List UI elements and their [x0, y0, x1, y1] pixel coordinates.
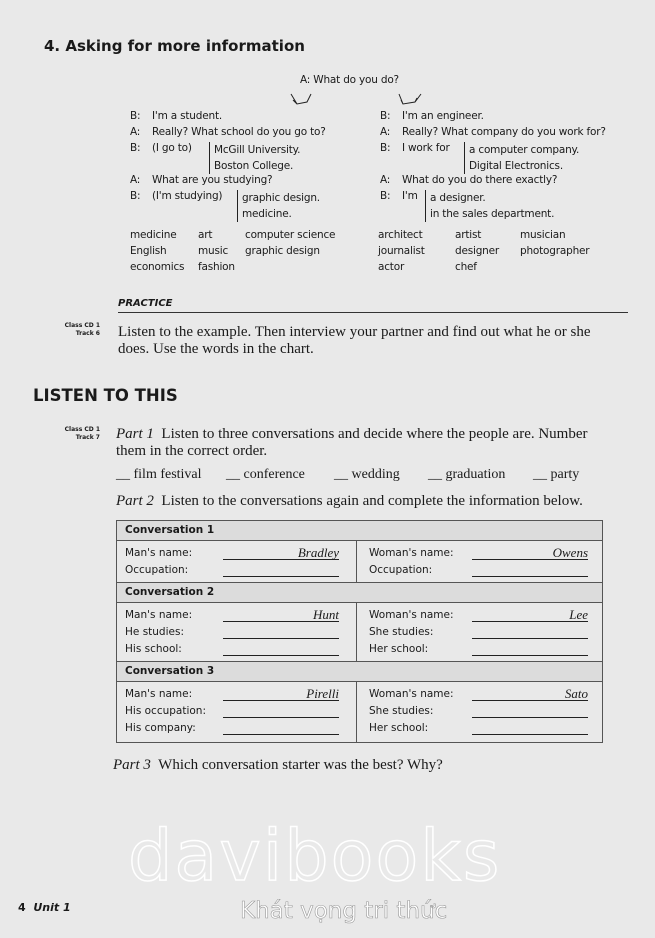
vocab-word: computer science [245, 229, 336, 241]
vocab-word: English [130, 245, 167, 257]
answer-option: __ film festival [116, 467, 202, 482]
answer-field[interactable] [472, 564, 588, 577]
answer-field[interactable] [223, 626, 339, 639]
field-label: Man's name: [125, 547, 193, 559]
dialog-line: Really? What company do you work for? [402, 126, 606, 138]
answer-field[interactable]: Bradley [223, 547, 339, 560]
conversation-table [116, 520, 603, 743]
speaker-label: B: [380, 142, 391, 154]
speaker-label: A: [380, 126, 391, 138]
answer-option: __ party [533, 467, 580, 482]
dialog-option: Boston College. [214, 160, 294, 172]
vocab-word: art [198, 229, 213, 241]
field-label: He studies: [125, 626, 184, 638]
dialog-option: McGill University. [214, 144, 301, 156]
practice-text: does. Use the words in the chart. [118, 341, 314, 357]
conversation-header: Conversation 1 [117, 521, 602, 541]
watermark-logo: davibooks [128, 815, 502, 897]
dialog-line: I'm [402, 190, 418, 202]
dialog-line: (I'm studying) [152, 190, 223, 202]
cd-track-label: Class CD 1 Track 7 [64, 426, 100, 441]
vocab-word: chef [455, 261, 477, 273]
answer-field[interactable] [472, 643, 588, 656]
part3-text: Which conversation starter was the best? Why? [158, 757, 443, 773]
dialog-line: I work for [402, 142, 450, 154]
vocab-word: graphic design [245, 245, 320, 257]
field-label: Woman's name: [369, 609, 454, 621]
part1-text: Listen to three conversations and decide where the people are. Number [161, 426, 588, 442]
dialog-line: What do you do there exactly? [402, 174, 558, 186]
speaker-label: A: [130, 174, 141, 186]
practice-text: Listen to the example. Then interview your partner and find out what he or she [118, 324, 591, 340]
dialog-question: A: What do you do? [300, 74, 399, 86]
field-label: His occupation: [125, 705, 206, 717]
dialog-line: What are you studying? [152, 174, 273, 186]
dialog-line: I'm an engineer. [402, 110, 484, 122]
field-label: Man's name: [125, 609, 193, 621]
answer-field[interactable] [223, 564, 339, 577]
part2-label: Part 2 [116, 493, 154, 509]
dialog-options [464, 142, 579, 174]
conversation-header: Conversation 3 [117, 662, 602, 682]
vocab-word: artist [455, 229, 482, 241]
dialog-options [209, 142, 300, 174]
dialog-option: a designer. [430, 192, 486, 204]
field-label: Woman's name: [369, 547, 454, 559]
dialog-option: Digital Electronics. [469, 160, 563, 172]
field-label: Her school: [369, 643, 429, 655]
answer-field[interactable] [472, 626, 588, 639]
column-divider [356, 603, 357, 661]
dialog-options [237, 190, 320, 222]
speaker-label: B: [130, 190, 141, 202]
field-label: Man's name: [125, 688, 193, 700]
part1-label: Part 1 [116, 426, 154, 442]
part2-text: Listen to the conversations again and complete the information below. [161, 493, 583, 509]
field-label: Occupation: [369, 564, 433, 576]
listen-title: LISTEN TO THIS [33, 386, 178, 405]
speaker-label: B: [380, 190, 391, 202]
column-divider [356, 682, 357, 742]
answer-field[interactable]: Owens [472, 547, 588, 560]
answer-field[interactable] [472, 705, 588, 718]
vocab-word: photographer [520, 245, 590, 257]
field-label: His company: [125, 722, 196, 734]
section-title: 4. Asking for more information [44, 37, 305, 55]
conversation-body [117, 603, 602, 662]
vocab-word: music [198, 245, 229, 257]
answer-field[interactable]: Hunt [223, 609, 339, 622]
dialog-option: in the sales department. [430, 208, 555, 220]
speaker-label: A: [130, 126, 141, 138]
answer-option: __ graduation [428, 467, 506, 482]
answer-field[interactable] [223, 643, 339, 656]
vocab-word: fashion [198, 261, 235, 273]
answer-option: __ conference [226, 467, 305, 482]
page-number: 4 [18, 901, 26, 914]
speaker-label: B: [130, 110, 141, 122]
conversation-header: Conversation 2 [117, 583, 602, 603]
vocab-word: designer [455, 245, 500, 257]
dialog-line: (I go to) [152, 142, 192, 154]
speaker-label: B: [130, 142, 141, 154]
dialog-line: Really? What school do you go to? [152, 126, 326, 138]
vocab-word: architect [378, 229, 423, 241]
answer-field[interactable] [223, 705, 339, 718]
part3-label: Part 3 [113, 757, 151, 773]
dialog-option: graphic design. [242, 192, 320, 204]
practice-label: PRACTICE [118, 298, 173, 309]
answer-option: __ wedding [334, 467, 400, 482]
field-label: Woman's name: [369, 688, 454, 700]
dialog-option: medicine. [242, 208, 292, 220]
unit-label: Unit 1 [33, 901, 71, 914]
vocab-word: medicine [130, 229, 177, 241]
dialog-options [425, 190, 554, 222]
field-label: She studies: [369, 705, 434, 717]
conversation-body [117, 682, 602, 742]
speaker-label: B: [380, 110, 391, 122]
field-label: Her school: [369, 722, 429, 734]
speaker-label: A: [380, 174, 391, 186]
answer-field[interactable] [472, 722, 588, 735]
vocab-word: economics [130, 261, 185, 273]
watermark-slogan: Khát vọng tri thức [240, 898, 448, 924]
column-divider [356, 541, 357, 582]
vocab-word: actor [378, 261, 405, 273]
dialog-line: I'm a student. [152, 110, 222, 122]
answer-field[interactable]: Lee [472, 609, 588, 622]
answer-field[interactable] [223, 722, 339, 735]
vocab-word: musician [520, 229, 566, 241]
dialog-option: a computer company. [469, 144, 580, 156]
part1-text: them in the correct order. [116, 443, 268, 459]
conversation-body [117, 541, 602, 583]
answer-field[interactable]: Pirelli [223, 688, 339, 701]
divider [118, 312, 628, 313]
field-label: Occupation: [125, 564, 189, 576]
cd-track-label: Class CD 1 Track 6 [64, 322, 100, 337]
field-label: His school: [125, 643, 182, 655]
vocab-word: journalist [378, 245, 425, 257]
field-label: She studies: [369, 626, 434, 638]
answer-field[interactable]: Sato [472, 688, 588, 701]
